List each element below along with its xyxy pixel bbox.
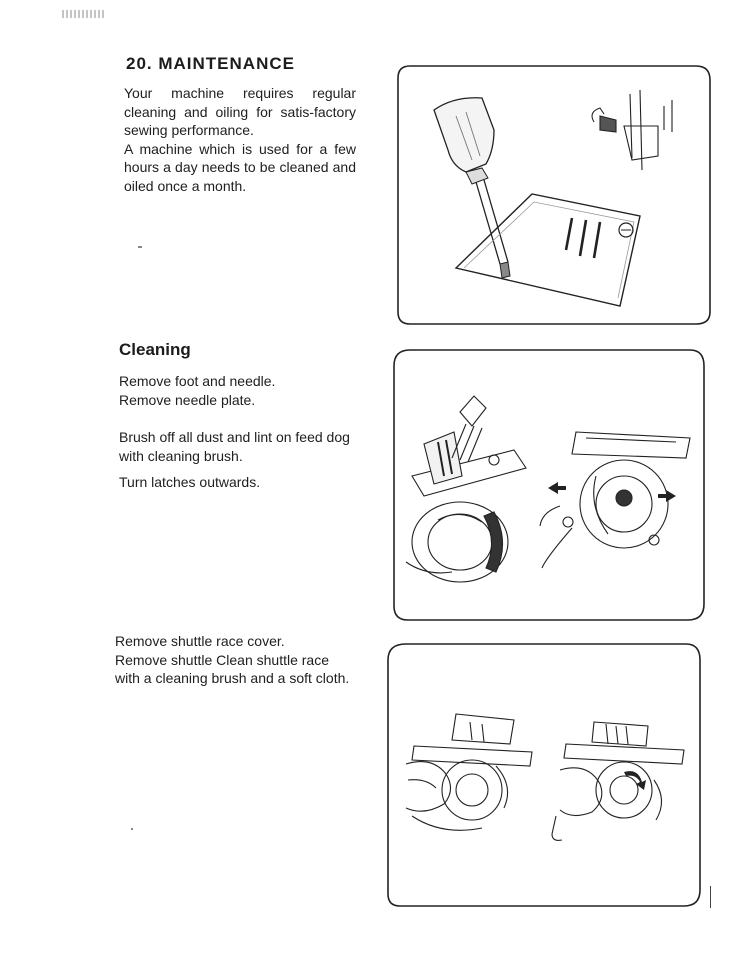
screwdriver-needle-plate-illustration: [396, 60, 712, 326]
speck: [138, 246, 142, 248]
cleaning-steps-2: [115, 632, 355, 688]
cleaning-steps-1: [119, 372, 359, 409]
scan-mark: [62, 10, 106, 18]
cleaning-title: Cleaning: [119, 340, 191, 359]
step-clean-shuttle-race: Remove shuttle Clean shuttle race with a cleaning brush and a soft cloth.: [115, 651, 350, 686]
step-latches: Turn latches outwards.: [119, 474, 261, 490]
step-remove-needle-plate: Remove needle plate.: [119, 391, 256, 408]
step-remove-shuttle-race-cover: Remove shuttle race cover.: [115, 633, 285, 649]
step-remove-foot: Remove foot and needle.: [119, 373, 276, 389]
feed-dog-brush-and-latches-illustration: [390, 346, 708, 624]
margin-mark: [710, 886, 711, 908]
intro-paragraph-1: Your machine requires regular cleaning and oiling for satis-factory sewing performance.: [124, 85, 356, 138]
shuttle-race-cleaning-illustration: [384, 640, 706, 912]
intro-paragraph-2: A machine which is used for a few hours a day needs to be cleaned and oiled once a month.: [124, 140, 356, 194]
speck: [131, 828, 133, 830]
section-title: 20. MAINTENANCE: [126, 54, 295, 73]
intro-text: [124, 84, 356, 195]
step-brush: Brush off all dust and lint on feed dog with cleaning brush.: [119, 429, 350, 464]
